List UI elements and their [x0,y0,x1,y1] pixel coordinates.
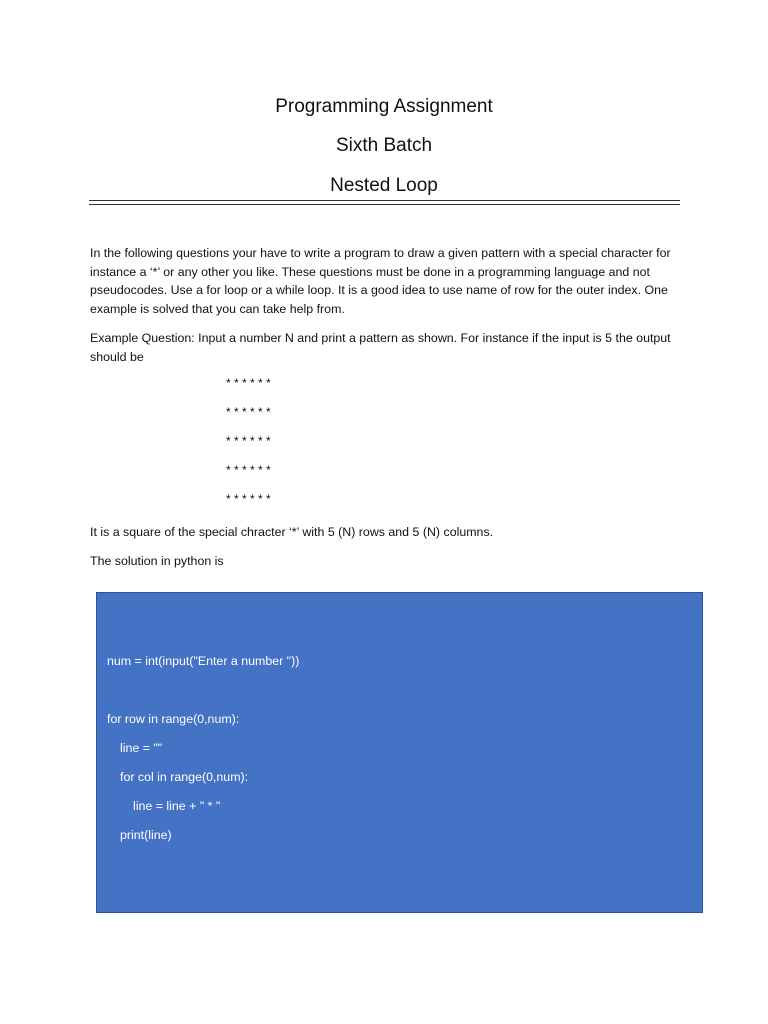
intro-paragraph: In the following questions your have to write a program to draw a given pattern with a special character for instance a ‘*’ or any other you like. These questions must be done in a programming language and not pseudocodes. Use a for loop or a while loop. It is a good idea to use name of row for the outer index. One example is solved that you can take help from. [90,246,671,316]
code-line: line = line + " * " [133,799,221,813]
batch-subtitle: Sixth Batch [335,135,433,156]
document-title: Programming Assignment [275,96,493,117]
code-line: line = "" [120,741,163,755]
header-divider-top [89,200,680,201]
header-divider-bottom [89,204,680,205]
pattern-row: * * * * * * [226,492,271,506]
pattern-row: * * * * * * [226,376,271,390]
code-block [96,592,703,913]
code-line: print(line) [120,828,172,842]
square-note-paragraph: It is a square of the special chracter ‘*’ with 5 (N) rows and 5 (N) columns. [90,525,494,539]
pattern-row: * * * * * * [226,463,271,477]
example-question-paragraph: Example Question: Input a number N and print a pattern as shown. For instance if the input is 5 the output should be [90,331,671,364]
code-line: num = int(input("Enter a number ")) [107,654,300,668]
code-line: for row in range(0,num): [107,712,240,726]
pattern-row: * * * * * * [226,405,271,419]
code-line: for col in range(0,num): [120,770,249,784]
pattern-row: * * * * * * [226,434,271,448]
topic-subtitle: Nested Loop [330,175,438,196]
solution-intro-paragraph: The solution in python is [90,554,224,568]
